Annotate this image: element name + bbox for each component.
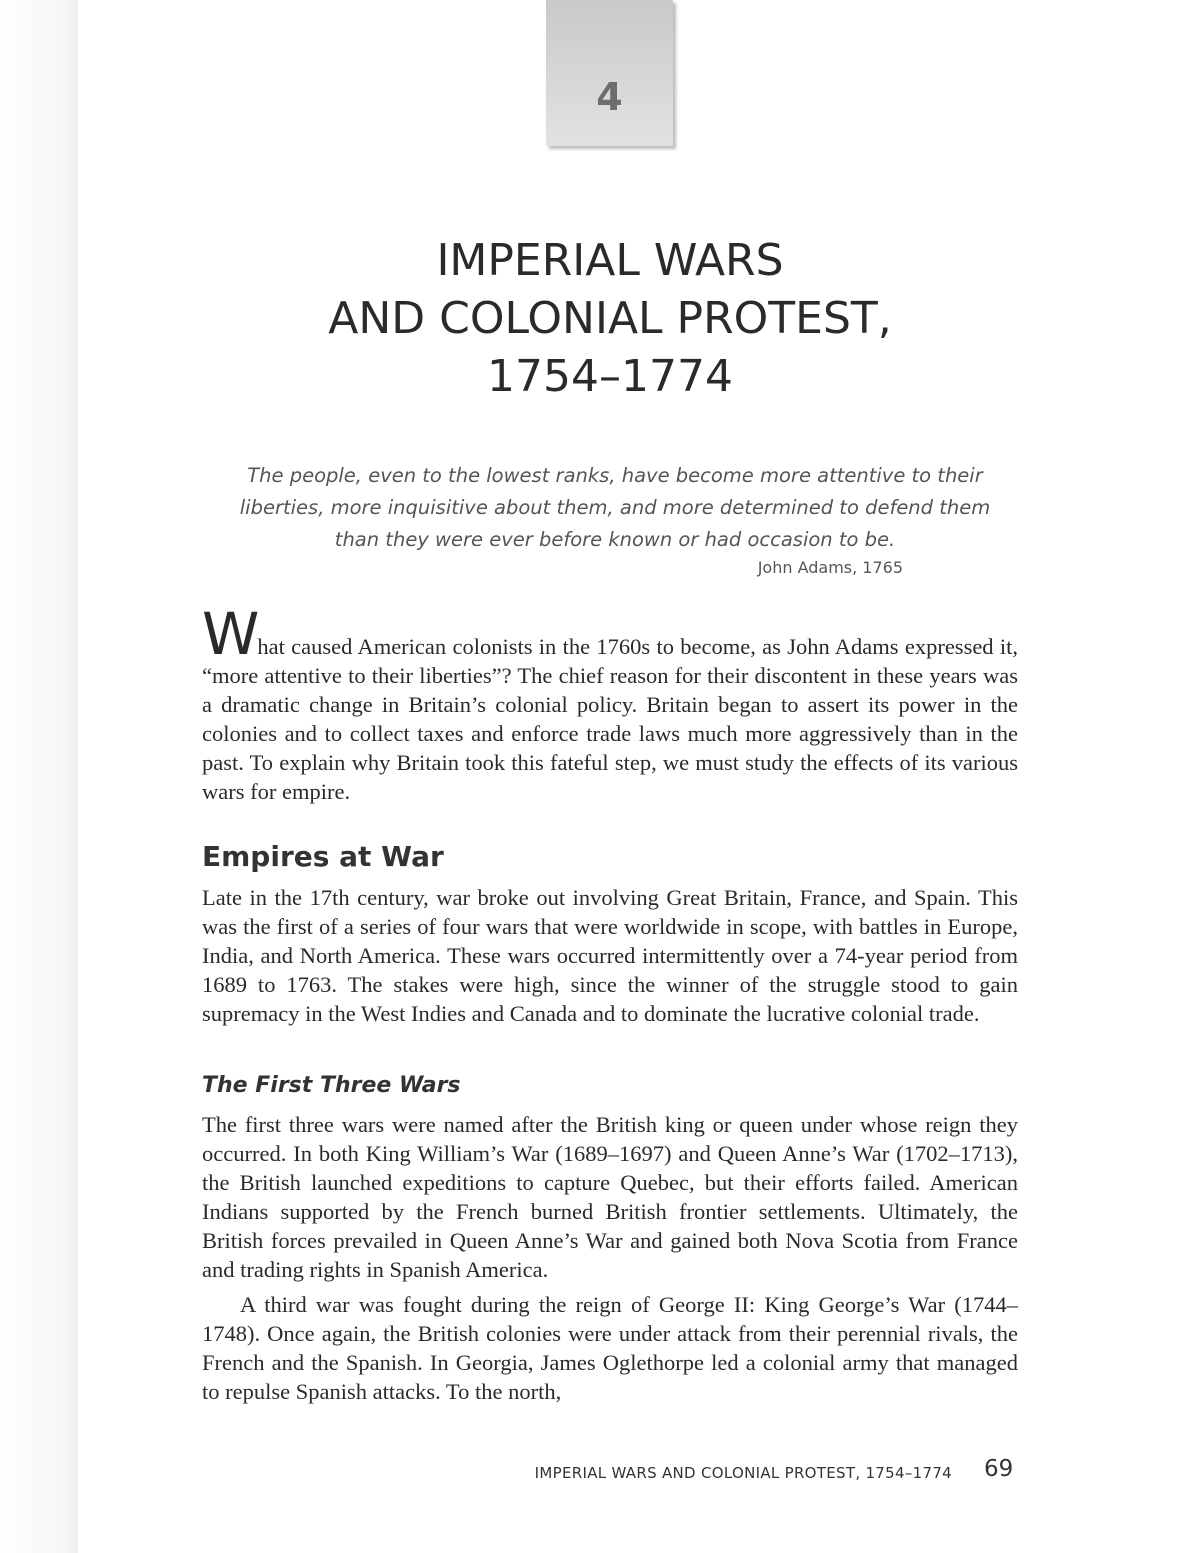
- epigraph-line: than they were ever before known or had occasion to be.: [334, 528, 896, 551]
- page-gutter-shadow: [0, 0, 78, 1553]
- epigraph-attribution: John Adams, 1765: [757, 558, 903, 577]
- epigraph-line: The people, even to the lowest ranks, have become more attentive to their: [247, 464, 983, 487]
- chapter-title-line: AND COLONIAL PROTEST,: [328, 293, 892, 344]
- chapter-number: 4: [596, 75, 623, 119]
- page-number: 69: [984, 1456, 1014, 1482]
- empires-paragraph: Late in the 17th century, war broke out involving Great Britain, France, and Spain. This was the first of a series of four wars that were worldwide in scope, with battles in Europe, India, and North America. These wars occurred intermittently over a 74-year period from 1689 to 1763. The stakes were high, since the winner of the struggle stood to gain supremacy in the West Indies and Canada and to dominate the lucrative colonial trade.: [202, 885, 1018, 1026]
- chapter-tab: [546, 0, 673, 146]
- first-three-wars-section: [202, 1110, 1018, 1406]
- intro-paragraph: [202, 600, 1018, 806]
- chapter-title-line: 1754–1774: [487, 351, 733, 402]
- subsection-heading-first-three-wars: The First Three Wars: [202, 1073, 461, 1098]
- section-heading-empires-at-war: Empires at War: [202, 840, 444, 873]
- drop-cap: W: [202, 600, 258, 668]
- first-three-wars-paragraph-1: The first three wars were named after the British king or queen under whose reign they occurred. In both King William’s War (1689–1697) and Queen Anne’s War (1702–1713), the British launched expeditions to capture Quebec, but their efforts failed. American Indians supported by the French burned British frontier settlements. Ultimately, the British forces prevailed in Queen Anne’s War and gained both Nova Scotia from France and trading rights in Spanish America.: [202, 1112, 1018, 1282]
- running-footer-title: IMPERIAL WARS AND COLONIAL PROTEST, 1754–1774: [534, 1464, 952, 1482]
- intro-section: [202, 600, 1018, 806]
- chapter-title-line: IMPERIAL WARS: [436, 235, 784, 286]
- intro-text: hat caused American colonists in the 1760s to become, as John Adams expressed it, “more attentive to their liberties”? The chief reason for their discontent in these years was a dramatic change in Britain’s colonial policy. Britain began to assert its power in the colonies and to collect taxes and enforce trade laws much more aggressively than in the past. To explain why Britain took this fateful step, we must study the effects of its various wars for empire.: [202, 634, 1018, 804]
- chapter-title: [150, 232, 1070, 406]
- empires-section: [202, 883, 1018, 1028]
- epigraph-line: liberties, more inquisitive about them, and more determined to defend them: [239, 496, 991, 519]
- first-three-wars-paragraph-2: A third war was fought during the reign of George II: King George’s War (1744–1748). Once again, the British colonies were under attack from their perennial rivals, the French and the Spanish. In Georgia, James Oglethorpe led a colonial army that managed to repulse Spanish attacks. To the north,: [202, 1292, 1018, 1404]
- epigraph: [200, 460, 1030, 556]
